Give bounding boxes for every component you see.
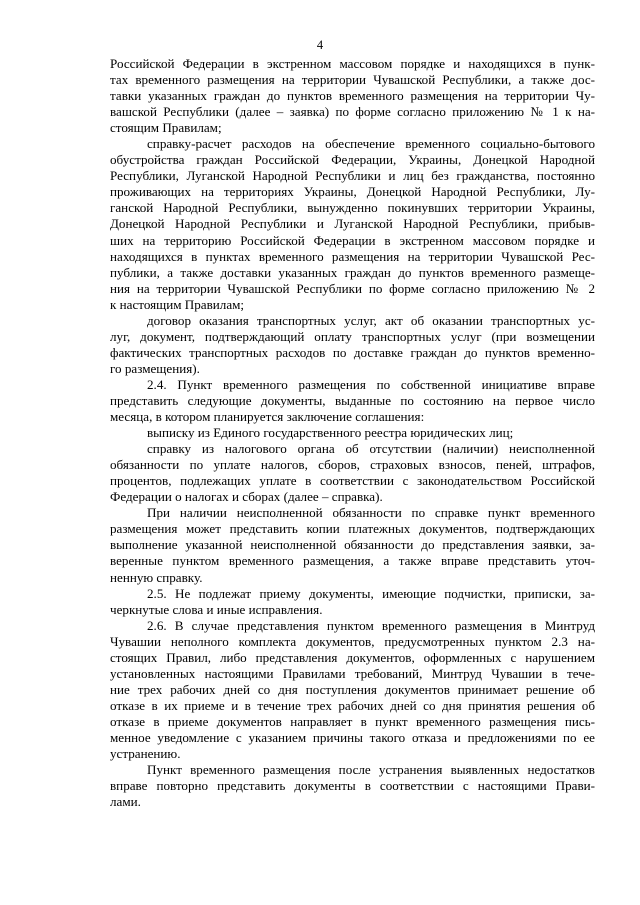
text-line: обязанности по уплате налогов, сборов, страховых взносов, пеней, штрафов, [110, 457, 595, 473]
text-line: ших на территорию Российской Федерации в экстренном массовом порядке и [110, 232, 595, 248]
text-line: стоящих Правил, либо представления документов, оформленных с нарушением [110, 649, 595, 665]
text-line: вправе повторно представить документы в соответствии с настоящими Прави- [110, 778, 595, 794]
text-line: установленных настоящими Правилами требований, Минтруд Чувашии в тече- [110, 665, 595, 681]
text-line: стоящим Правилам; [110, 120, 222, 136]
text-line: менное уведомление с указанием причины такого отказа и предложениями по ее [110, 729, 595, 745]
document-body [110, 56, 595, 810]
text-line: 2.5. Не подлежат приему документы, имеющие подчистки, приписки, за- [147, 585, 595, 601]
text-line: обустройства граждан Российской Федерации, Украины, Донецкой Народной [110, 152, 595, 168]
text-line: процентов, подлежащих уплате в соответствии с законодательством Российской [110, 473, 595, 489]
text-line: При наличии неисполненной обязанности по справке пункт временного [147, 505, 595, 521]
text-line: выполнение указанной неисполненной обязанности до представления заявки, за- [110, 537, 595, 553]
text-line: тавки указанных граждан до пунктов временного размещения на территории Чу- [110, 88, 595, 104]
text-line: представить следующие документы, выданные по состоянию на первое число [110, 392, 595, 408]
text-line: отказе в приеме документов направляет в пункт временного размещения пись- [110, 713, 595, 729]
text-line: находящихся в пунктах временного размещения на территории Чувашской Рес- [110, 248, 595, 264]
text-line: ния на территории Чувашской Республики по форме согласно приложению № 2 [110, 280, 595, 296]
text-line: веренные пунктом временного размещения, а также вправе представить уточ- [110, 553, 595, 569]
text-line: месяца, в котором планируется заключение соглашения: [110, 409, 425, 425]
text-line: Республики, Луганской Народной Республики и лиц без гражданства, постоянно [110, 168, 595, 184]
page-number: 4 [316, 38, 324, 52]
text-line: лами. [110, 794, 141, 810]
text-line: договор оказания транспортных услуг, акт об оказании транспортных ус- [147, 312, 595, 328]
text-line: выписку из Единого государственного реестра юридических лиц; [147, 425, 514, 441]
text-line: размещения может представить копии платежных документов, подтверждающих [110, 521, 595, 537]
text-line: луг, документ, подтверждающий оплату транспортных услуг (при возмещении [110, 328, 595, 344]
text-line: к настоящим Правилам; [110, 296, 245, 312]
text-line: фактических транспортных расходов по доставке граждан до пунктов временно- [110, 344, 595, 360]
text-line: справку из налогового органа об отсутствии (наличии) неисполненной [147, 441, 595, 457]
text-line: 2.4. Пункт временного размещения по собственной инициативе вправе [147, 376, 595, 392]
text-line: проживающих на территориях Украины, Донецкой Народной Республики, Лу- [110, 184, 595, 200]
text-line: ние трех рабочих дней со дня поступления документов принимает решение об [110, 681, 595, 697]
text-line: ганской Народной Республики, вынужденно покинувших территории Украины, [110, 200, 595, 216]
text-line: го размещения). [110, 360, 200, 376]
text-line: отказе в их приеме и в течение трех рабочих дней со дня принятия решения об [110, 697, 595, 713]
text-line: Российской Федерации в экстренном массовом порядке и находящихся в пунк- [110, 56, 595, 71]
text-line: Чувашии неполного комплекта документов, предусмотренных пунктом 2.3 на- [110, 633, 595, 649]
text-line: устранению. [110, 746, 181, 762]
text-line: Федерации о налогах и сборах (далее – справка). [110, 489, 383, 505]
text-line: ненную справку. [110, 569, 203, 585]
text-line: вашской Республики (далее – заявка) по форме согласно приложению № 1 к на- [110, 104, 595, 120]
text-line: 2.6. В случае представления пунктом временного размещения в Минтруд [147, 617, 595, 633]
text-line: справку-расчет расходов на обеспечение временного социально-бытового [147, 136, 595, 152]
text-line: публики, а также доставки указанных граждан до пунктов временного размеще- [110, 264, 595, 280]
text-line: Пункт временного размещения после устранения выявленных недостатков [147, 762, 595, 778]
text-line: черкнутые слова и иные исправления. [110, 601, 323, 617]
text-line: тах временного размещения на территории Чувашской Республики, а также дос- [110, 72, 595, 88]
text-line: Донецкой Народной Республики и Луганской Народной Республики, прибыв- [110, 216, 595, 232]
